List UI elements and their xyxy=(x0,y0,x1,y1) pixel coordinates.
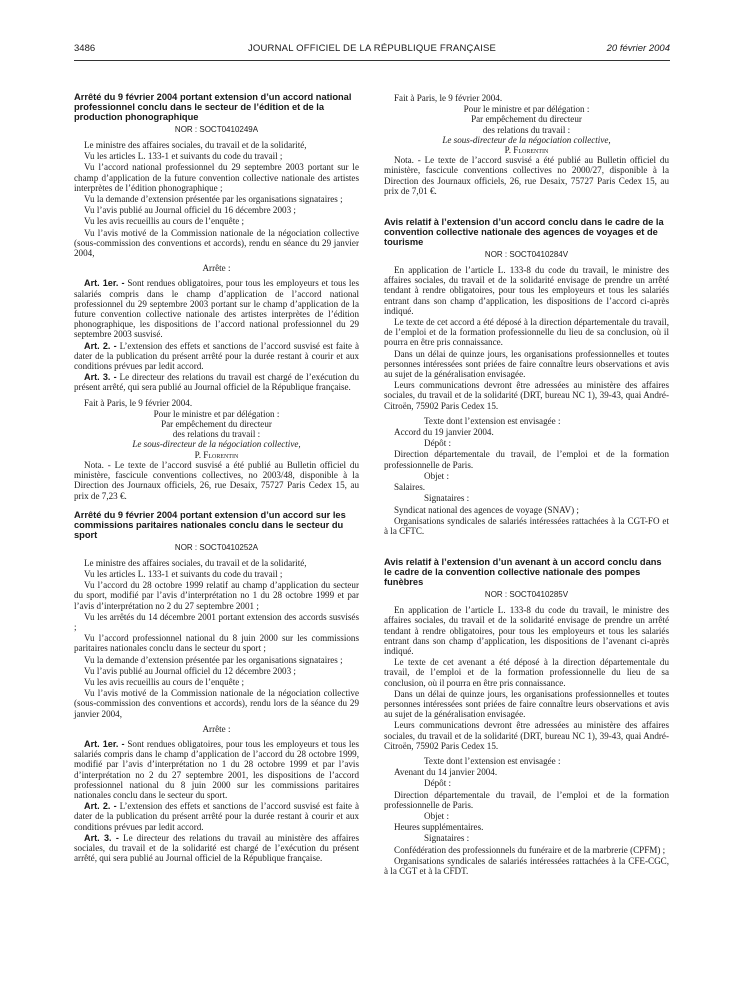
phono-nor: NOR : SOCT0410249A xyxy=(174,125,259,134)
sign-name: P. Florentin xyxy=(194,449,239,460)
sport-done: Fait à Paris, le 9 février 2004. xyxy=(394,93,503,103)
phono-signature xyxy=(74,409,359,460)
phono-visa: Le ministre des affaires sociales, du travail et de la solidarité, xyxy=(84,140,307,150)
article-text: Le directeur des relations du travail au ministère des affaires sociales, du travail et de la solidarité est chargé de l’exécution du présent arrêté, qui sera publié au Journal officiel de la République française. xyxy=(74,832,359,864)
voyage-depot: Direction départementale du travail, de l’emploi et de la formation professionnelle de Paris. xyxy=(384,449,669,470)
funebres-objet: Heures supplémentaires. xyxy=(394,822,484,833)
sport-nor: NOR : SOCT0410252A xyxy=(174,542,259,552)
issue-date: 20 février 2004 xyxy=(606,43,670,54)
phono-article xyxy=(74,278,359,339)
phono-article xyxy=(74,341,359,372)
sport-visa: Vu l’accord professionnel national du 8 juin 2000 sur les commissions paritaires nationales conclu dans le secteur du sport ; xyxy=(74,633,359,654)
funebres-title: Avis relatif à l’extension d’un avenant à un accord conclu dans le cadre de la convention collective nationale des pompes funèbres xyxy=(384,557,662,588)
article-label: Art. 1er. - xyxy=(84,278,125,289)
article-label: Art. 2. - xyxy=(84,801,117,812)
sign-line: Pour le ministre et par délégation : xyxy=(463,104,590,115)
sign-role: Le sous-directeur de la négociation collective, xyxy=(442,134,611,145)
article-text: L’extension des effets et sanctions de l’accord susvisé est faite à dater de la publication du présent arrêté pour la durée restant à courir et aux conditions prévues par ledit accord. xyxy=(74,801,360,832)
funebres-para: En application de l’article L. 133-8 du code du travail, le ministre des affaires sociales, du travail et de la solidarité envisage de prendre un arrêté tendant à rendre obligatoires, pour tous les employeurs et tous les salariés entrant dans son champ d’application, les dispositions de l’avenant ci-après indiqué. xyxy=(384,605,669,656)
page-header xyxy=(74,43,670,57)
page-number: 3486 xyxy=(74,43,96,54)
sport-visa: Vu l’avis motivé de la Commission nationale de la négociation collective (sous-commission des conventions et accords), rendu lors de la séance du 29 janvier 2004, xyxy=(74,688,359,719)
sign-line: Par empêchement du directeur xyxy=(161,419,272,430)
phono-visa: Vu l’accord national professionnel du 29 septembre 2003 portant sur le champ d’application de la future convention collective nationale des artistes interprètes de l’édition phonographique ; xyxy=(74,162,359,193)
sport-visa: Vu l’avis publié au Journal officiel du 12 décembre 2003 ; xyxy=(84,665,296,676)
voyage-objet: Salaires. xyxy=(394,482,426,493)
voyage-para: Le texte de cet accord a été déposé à la direction départementale du travail, de l’emploi et de la formation professionnelle du lieu de sa conclusion, où il pourra en être pris connaissance. xyxy=(384,317,669,348)
voyage-nor: NOR : SOCT0410284V xyxy=(484,250,569,260)
phono-visa: Vu la demande d’extension présentée par les organisations signataires ; xyxy=(84,194,343,205)
sign-line: des relations du travail : xyxy=(172,429,261,440)
journal-title: JOURNAL OFFICIEL DE LA RÉPUBLIQUE FRANÇAISE xyxy=(247,43,497,54)
voyage-title: Avis relatif à l’extension d’un accord conclu dans le cadre de la convention collective nationale des agences de voyages et de tourisme xyxy=(384,217,664,248)
article-text: L’extension des effets et sanctions de l’accord susvisé est faite à dater de la publication du présent arrêté pour la durée restant à courir et aux conditions prévues par ledit accord. xyxy=(74,340,360,372)
funebres-signataires-label: Signataires : xyxy=(424,833,470,844)
sport-title: Arrêté du 9 février 2004 portant extension d’un accord sur les commissions paritaires nationales conclu dans le secteur du sport xyxy=(74,509,346,540)
voyage-para: Leurs communications devront être adressées au ministère des affaires sociales, du travail et de la solidarité (DRT, bureau NC 1), 39-43, quai André-Citroën, 75902 Paris Cedex 15. xyxy=(384,380,669,411)
funebres-nor: NOR : SOCT0410285V xyxy=(484,590,569,600)
phono-done: Fait à Paris, le 9 février 2004. xyxy=(84,397,193,408)
voyage-signataires-label: Signataires : xyxy=(424,493,470,504)
funebres-para: Leurs communications devront être adressées au ministère des affaires sociales, du travail et de la solidarité (DRT, bureau NC 1), 39-43, quai André-Citroën, 75902 Paris Cedex 15. xyxy=(384,720,669,751)
phono-title: Arrêté du 9 février 2004 portant extension d’un accord national professionnel conclu dans le secteur de l’édition et de la production phonographique xyxy=(74,92,352,122)
sign-line: des relations du travail : xyxy=(482,124,571,135)
funebres-signataire: Confédération des professionnels du funéraire et de la marbrerie (CPFM) ; xyxy=(394,844,666,855)
right-column xyxy=(384,93,669,877)
voyage-signataire: Organisations syndicales de salariés intéressées rattachées à la CGT-FO et à la CFTC. xyxy=(384,515,669,536)
sign-name: P. Florentin xyxy=(504,145,549,156)
sport-note: Nota. - Le texte de l’accord susvisé a été publié au Bulletin officiel du ministère, fascicule conventions collectives no 2000/27, disponible à la Direction des Journaux officiels, 26, rue Desaix, 75727 Paris Cedex 15, au prix de 7,01 €. xyxy=(384,155,669,196)
funebres-depot-label: Dépôt : xyxy=(424,778,452,789)
sport-visa: Vu les arrêtés du 14 décembre 2001 portant extension des accords susvisés ; xyxy=(74,611,359,632)
voyage-accord: Accord du 19 janvier 2004. xyxy=(394,427,494,438)
sport-article xyxy=(74,833,359,864)
sport-visa: Vu l’accord du 28 octobre 1999 relatif au champ d’application du secteur du sport, modifié par l’avis d’interprétation no 1 du 28 octobre 1999 et par l’avis d’interprétation no 2 du 27 septembre 2001 ; xyxy=(74,580,359,611)
sport-arrete: Arrête : xyxy=(202,723,231,734)
sign-line: Par empêchement du directeur xyxy=(471,114,582,125)
voyage-depot-label: Dépôt : xyxy=(424,438,452,449)
funebres-objet-label: Objet : xyxy=(424,810,450,821)
article-text: Le directeur des relations du travail est chargé de l’exécution du présent arrêté, qui sera publié au Journal officiel de la République française. xyxy=(74,372,359,393)
phono-note: Nota. - Le texte de l’accord susvisé a été publié au Bulletin officiel du ministère, fascicule conventions collectives, no 2003/48, disponible à la Direction des Journaux officiels, 26, rue Desaix, 75727 Paris Cedex 15, au prix de 7,23 €. xyxy=(74,459,359,501)
sport-visa: Vu les avis recueillis au cours de l’enquête ; xyxy=(84,676,245,687)
article-label: Art. 1er. - xyxy=(84,738,125,749)
phono-visa: Vu l’avis motivé de la Commission nationale de la négociation collective (sous-commission des conventions et accords), rendu en séance du 29 janvier 2004, xyxy=(74,227,359,259)
sport-article xyxy=(74,739,359,800)
article-label: Art. 3. - xyxy=(84,832,119,843)
funebres-accord: Avenant du 14 janvier 2004. xyxy=(394,767,498,778)
funebres-signataire: Organisations syndicales de salariés intéressées rattachées à la CFE-CGC, à la CGT et à la CFDT. xyxy=(384,855,669,876)
sport-visa: Le ministre des affaires sociales, du travail et de la solidarité, xyxy=(84,557,307,568)
article-label: Art. 3. - xyxy=(84,372,117,383)
phono-visa: Vu les avis recueillis au cours de l’enquête ; xyxy=(84,216,245,227)
sport-article xyxy=(74,801,359,832)
voyage-para: Dans un délai de quinze jours, les organisations professionnelles et toutes personnes intéressées sont priées de faire connaître leurs observations et avis au sujet de la généralisation envisagée. xyxy=(384,348,669,380)
phono-article xyxy=(74,372,359,392)
sport-visa: Vu la demande d’extension présentée par les organisations signataires ; xyxy=(84,654,343,665)
article-text: Sont rendues obligatoires, pour tous les employeurs et tous les salariés compris dans le champ d’application de l’accord national professionnel du 29 septembre 2003 portant sur le champ d’application de la future convention collective nationale des artistes interprètes de l’édition phonographique, les dispositions de l’accord national professionnel du 29 septembre 2003 susvisé. xyxy=(74,278,360,340)
funebres-para: Le texte de cet avenant a été déposé à la direction départementale du travail, de l’emploi et de la formation professionnelle du lieu de sa conclusion, où il pourra en être pris connaissance. xyxy=(384,657,669,688)
voyage-para: En application de l’article L. 133-8 du code du travail, le ministre des affaires sociales, du travail et de la solidarité envisage de prendre un arrêté tendant à rendre obligatoires, pour tous les employeurs et tous les salariés entrant dans son champ d’application, les dispositions de l’accord ci-après indiqué. xyxy=(384,265,669,316)
phono-arrete: Arrête : xyxy=(202,263,231,274)
voyage-signataire: Syndicat national des agences de voyage (SNAV) ; xyxy=(394,504,579,515)
phono-visa: Vu les articles L. 133-1 et suivants du code du travail ; xyxy=(84,151,283,162)
voyage-texte-label: Texte dont l’extension est envisagée : xyxy=(424,415,561,426)
sport-signature xyxy=(384,104,669,155)
funebres-texte-label: Texte dont l’extension est envisagée : xyxy=(424,755,561,766)
voyage-objet-label: Objet : xyxy=(424,470,450,481)
funebres-para: Dans un délai de quinze jours, les organisations professionnelles et toutes personnes intéressées sont priées de faire connaître leurs observations et avis au sujet de la généralisation envisagée. xyxy=(384,688,669,720)
sign-role: Le sous-directeur de la négociation collective, xyxy=(132,439,301,450)
phono-visa: Vu l’avis publié au Journal officiel du 16 décembre 2003 ; xyxy=(84,205,296,216)
header-rule xyxy=(74,60,670,61)
article-label: Art. 2. - xyxy=(84,340,117,351)
left-column xyxy=(74,92,359,864)
article-text: Sont rendues obligatoires, pour tous les employeurs et tous les salariés compris dans le champ d’application de l’accord du 28 octobre 1999, modifié par l’avis d’interprétation no 1 du 28 octobre 1999 et par l’avis d’interprétation no 2 du 27 septembre 2001, les dispositions de l’accord professionnel national du 8 juin 2000 sur les commissions paritaires nationales conclu dans le secteur du sport. xyxy=(74,738,360,800)
sport-visa: Vu les articles L. 133-1 et suivants du code du travail ; xyxy=(84,568,283,579)
sign-line: Pour le ministre et par délégation : xyxy=(153,408,280,419)
funebres-depot: Direction départementale du travail, de l’emploi et de la formation professionnelle de Paris. xyxy=(384,789,669,810)
